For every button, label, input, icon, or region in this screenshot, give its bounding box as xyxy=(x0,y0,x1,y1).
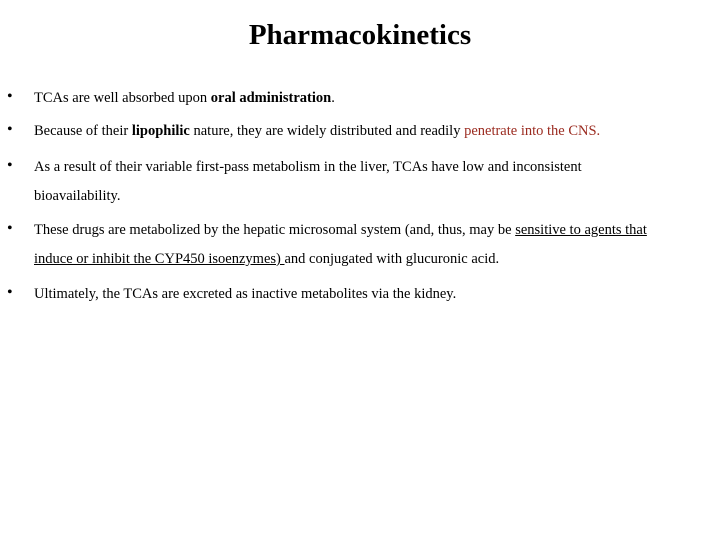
bullet-text-highlight: penetrate into the CNS. xyxy=(464,123,601,139)
bullet-text xyxy=(34,84,714,113)
bullet-dot-icon: • xyxy=(7,220,13,237)
bullet-text-run: TCAs are well absorbed upon xyxy=(34,90,211,106)
bullet-text-line: bioavailability. xyxy=(34,188,121,204)
bullet-text: Ultimately, the TCAs are excreted as inactive metabolites via the kidney. xyxy=(34,286,457,302)
bullet-text-bold: oral administration xyxy=(210,90,332,106)
bullet-dot-icon: • xyxy=(7,157,13,174)
bullet-text-run: These drugs are metabolized by the hepatic microsomal system (and, thus, may be xyxy=(34,222,516,238)
bullet-text xyxy=(34,216,714,274)
bullet-dot-icon: • xyxy=(7,284,13,301)
bullet-text-underlined: sensitive to agents that xyxy=(515,222,647,238)
bullet-dot-icon: • xyxy=(7,88,13,105)
bullet-text-line xyxy=(34,216,714,245)
slide-title: Pharmacokinetics xyxy=(248,19,472,51)
bullet-text-line xyxy=(34,245,714,274)
bullet-text-bold: lipophilic xyxy=(131,123,190,139)
bullet-text-underlined: induce or inhibit the CYP450 isoenzymes) xyxy=(34,251,285,267)
bullet-text-run: Because of their xyxy=(34,123,132,139)
bullet-text xyxy=(34,117,714,146)
bullet-dot-icon: • xyxy=(7,121,13,138)
bullet-text-run: . xyxy=(331,90,335,106)
bullet-text-line: As a result of their variable first-pass metabolism in the liver, TCAs have low and inconsistent xyxy=(34,159,582,175)
bullet-text-run: nature, they are widely distributed and readily xyxy=(189,123,465,139)
bullet-text-run: and conjugated with glucuronic acid. xyxy=(284,251,500,267)
bullet-text xyxy=(34,153,714,211)
